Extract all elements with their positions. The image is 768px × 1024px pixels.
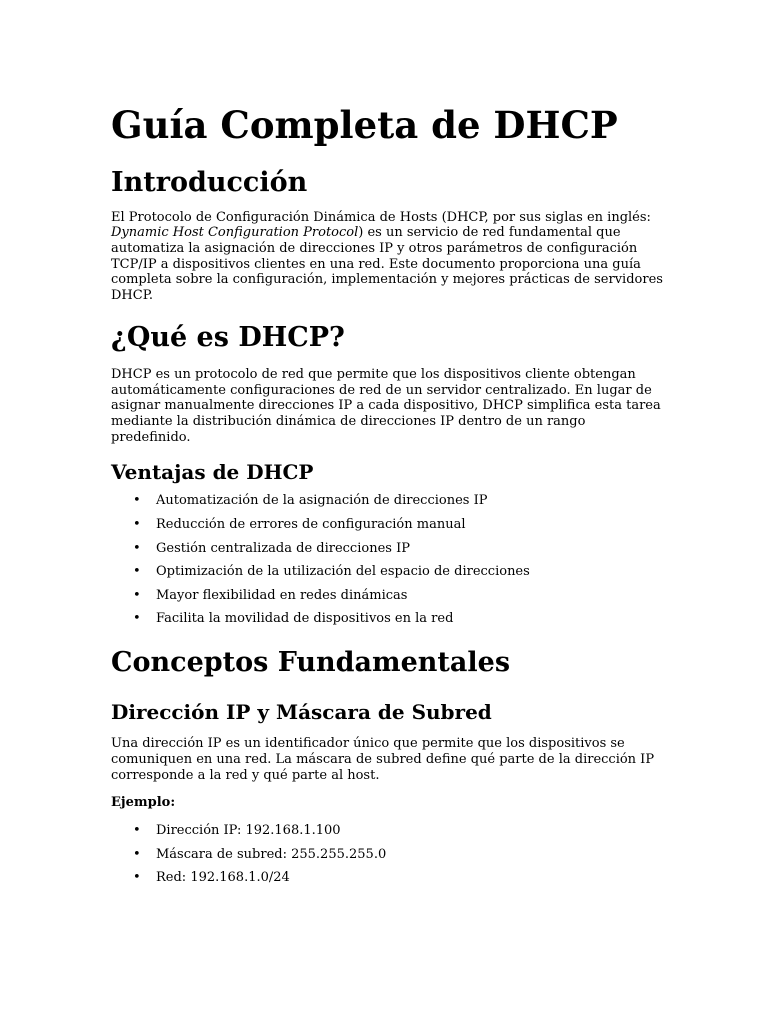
example-label: Ejemplo: — [111, 795, 176, 811]
direccion-ip-paragraph: Una dirección IP es un identificador único que permite que los dispositivos se comuniquen en una red. La máscara de subred define qué parte de la dirección IP corresponde a la red y qué parte al host. — [111, 736, 655, 783]
list-item-text: Facilita la movilidad de dispositivos en la red — [156, 611, 454, 627]
list-item-text: Reducción de errores de configuración manual — [156, 516, 466, 532]
que-es-paragraph: DHCP es un protocolo de red que permite que los dispositivos cliente obtengan automáticamente configuraciones de red de un servidor centralizado. En lugar de asignar manualmente direcciones IP a cada dispositivo, DHCP simplifica esta tarea mediante la distribución dinámica de direcciones IP dentro de un rango predefinido. — [111, 366, 661, 445]
list-item — [133, 587, 668, 604]
list-item — [133, 564, 668, 580]
heading-introduccion: Introducción — [111, 166, 308, 198]
bullet-icon: • — [133, 611, 141, 627]
heading-conceptos-fundamentales: Conceptos Fundamentales — [111, 647, 511, 679]
intro-text-start: El Protocolo de Configuración Dinámica de Hosts (DHCP, por sus siglas en inglés: — [111, 209, 651, 225]
list-item-text: Gestión centralizada de direcciones IP — [156, 540, 410, 556]
bullet-icon: • — [133, 587, 141, 603]
intro-paragraph — [111, 210, 668, 304]
list-item-text: Optimización de la utilización del espacio de direcciones — [156, 564, 530, 580]
heading-direccion-ip: Dirección IP y Máscara de Subred — [111, 700, 492, 725]
bullet-icon: • — [133, 564, 141, 580]
list-item — [133, 870, 668, 886]
list-item-text: Mayor flexibilidad en redes dinámicas — [156, 587, 408, 603]
list-item — [133, 540, 668, 557]
list-item-text: Máscara de subred: 255.255.255.0 — [156, 846, 387, 862]
list-item — [133, 611, 668, 627]
ventajas-list — [111, 493, 668, 627]
bullet-icon: • — [133, 516, 141, 532]
heading-ventajas: Ventajas de DHCP — [111, 460, 314, 485]
example-list — [111, 823, 668, 886]
list-item — [133, 493, 668, 509]
heading-que-es-dhcp: ¿Qué es DHCP? — [111, 321, 345, 353]
bullet-icon: • — [133, 846, 141, 862]
document-title: Guía Completa de DHCP — [111, 103, 618, 147]
list-item-text: Red: 192.168.1.0/24 — [156, 870, 290, 886]
list-item — [133, 846, 668, 863]
bullet-icon: • — [133, 870, 141, 886]
list-item-text: Dirección IP: 192.168.1.100 — [156, 822, 341, 838]
list-item — [133, 516, 668, 533]
list-item-text: Automatización de la asignación de direcciones IP — [156, 493, 488, 509]
bullet-icon: • — [133, 822, 141, 838]
bullet-icon: • — [133, 493, 141, 509]
intro-text-italic: Dynamic Host Configuration Protocol — [111, 225, 359, 241]
list-item — [133, 822, 668, 839]
bullet-icon: • — [133, 540, 141, 556]
intro-text-end: ) es un servicio de red fundamental que automatiza la asignación de direcciones IP y otros parámetros de configuración TCP/IP a dispositivos clientes en una red. Este documento proporciona una guía completa sobre la configuración, implementación y mejores prácticas de servidores DHCP. — [111, 225, 663, 304]
